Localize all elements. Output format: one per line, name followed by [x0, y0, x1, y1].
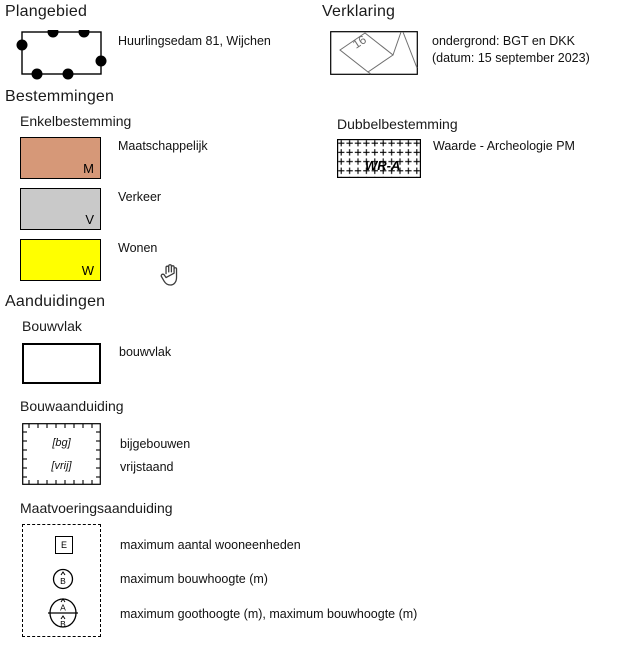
- verklaring-parcel-icon: [330, 31, 418, 75]
- maatvoering-symbol-bouwhoogte: [52, 568, 74, 590]
- bouwaanduiding-heading: Bouwaanduiding: [20, 398, 124, 414]
- verklaring-line-1: ondergrond: BGT en DKK: [432, 34, 575, 48]
- maatvoering-symbol-wooneenheden: [55, 536, 73, 554]
- bouwaanduiding-label-bijgebouwen: bijgebouwen: [120, 437, 191, 451]
- aanduidingen-heading: Aanduidingen: [5, 293, 106, 310]
- parcel-number: 16: [350, 32, 369, 52]
- maatvoering-symbol-goothoogte-bouwhoogte: [47, 596, 79, 630]
- bouwaanduiding-label-vrijstaand: vrijstaand: [120, 460, 174, 474]
- bouwaanduiding-symbol-box: [22, 423, 101, 485]
- maatvoering-label-bouwhoogte: maximum bouwhoogte (m): [120, 572, 268, 586]
- swatch-code: W: [81, 263, 94, 278]
- dubbelbestemming-heading: Dubbelbestemming: [337, 116, 458, 132]
- symbol-letter: B: [60, 576, 66, 586]
- bouwvlak-label: bouwvlak: [119, 345, 172, 359]
- wra-code: WR-A: [365, 158, 401, 173]
- maatvoering-heading: Maatvoeringsaanduiding: [20, 500, 173, 516]
- enkelbestemming-heading: Enkelbestemming: [20, 113, 132, 129]
- swatch-verkeer: [20, 188, 101, 230]
- verklaring-heading: Verklaring: [322, 3, 396, 20]
- bouwvlak-symbol: [22, 343, 101, 384]
- bouwaanduiding-symbol-vrij: [vrij]: [51, 460, 72, 472]
- verklaring-line-2: (datum: 15 september 2023): [432, 51, 590, 65]
- maatvoering-label-wooneenheden: maximum aantal wooneenheden: [120, 538, 301, 552]
- swatch-label: Verkeer: [118, 190, 162, 204]
- swatch-code: M: [83, 161, 94, 176]
- dubbelbestemming-label: Waarde - Archeologie PM: [433, 139, 575, 153]
- symbol-letter-top: A: [60, 602, 66, 613]
- plangebied-heading: Plangebied: [5, 3, 88, 20]
- hand-cursor-icon: [156, 260, 184, 290]
- bouwvlak-heading: Bouwvlak: [22, 318, 82, 334]
- swatch-code: V: [85, 212, 94, 227]
- plangebied-boundary-icon: [16, 30, 108, 82]
- symbol-letter-bottom: B: [60, 619, 66, 629]
- swatch-label: Wonen: [118, 241, 158, 255]
- symbol-letter: E: [60, 540, 67, 550]
- maatvoering-label-goothoogte-bouwhoogte: maximum goothoogte (m), maximum bouwhoogte (m): [120, 607, 418, 621]
- plangebied-label: Huurlingsedam 81, Wijchen: [118, 34, 271, 48]
- swatch-label: Maatschappelijk: [118, 139, 208, 153]
- bouwaanduiding-symbol-bg: [bg]: [52, 437, 71, 449]
- swatch-maatschappelijk: [20, 137, 101, 179]
- bestemmingen-heading: Bestemmingen: [5, 88, 115, 105]
- swatch-wonen: [20, 239, 101, 281]
